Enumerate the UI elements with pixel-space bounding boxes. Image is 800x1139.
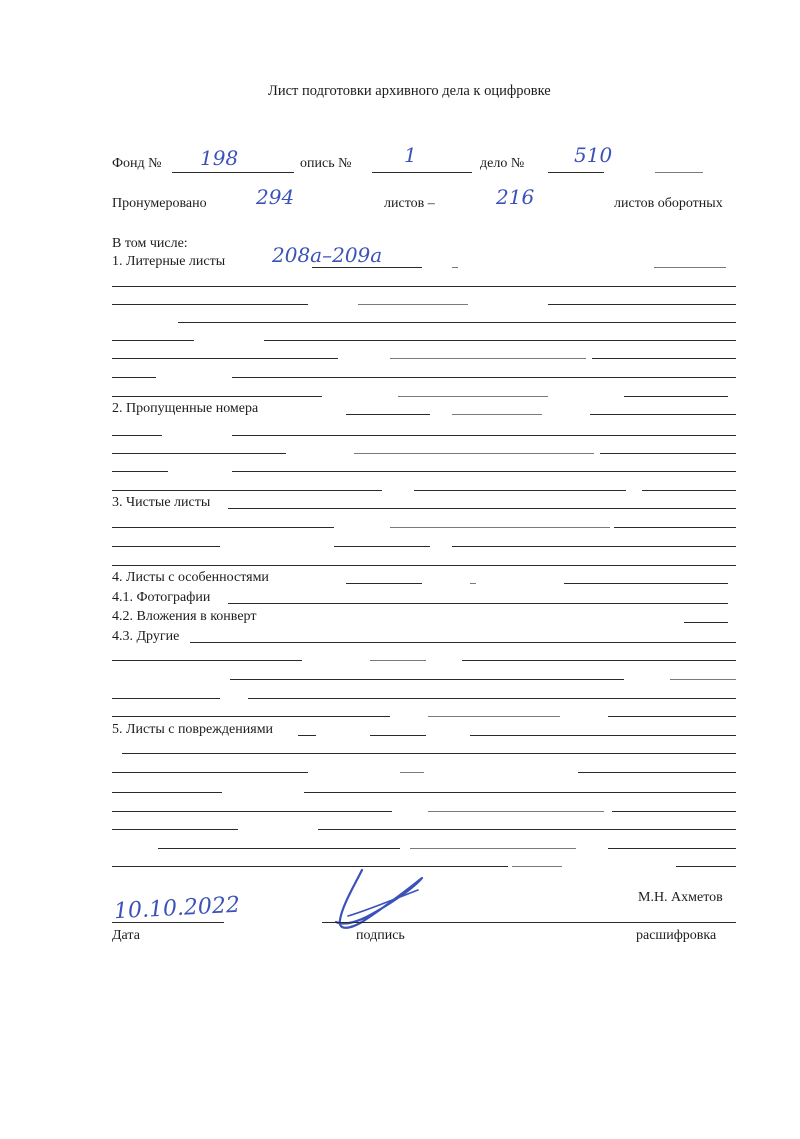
section-2-label: 2. Пропущенные номера — [112, 401, 259, 416]
form-line-4b — [264, 340, 736, 341]
reverse-sheets-label: листов оборотных — [614, 196, 723, 211]
form-line-2a — [112, 304, 308, 305]
form-line-28c — [612, 811, 736, 812]
form-line-6a — [112, 377, 156, 378]
section-1-underline — [312, 267, 422, 268]
form-line-7c — [624, 396, 728, 397]
form-line-s1-a — [452, 267, 458, 268]
form-line-4a — [112, 340, 194, 341]
opis-label: опись № — [300, 156, 352, 171]
including-label: В том числе: — [112, 236, 188, 251]
form-line-28b — [428, 811, 604, 812]
form-line-10a — [112, 453, 286, 454]
form-line-11b — [232, 471, 736, 472]
form-line-30c — [608, 848, 736, 849]
form-line-30a — [158, 848, 400, 849]
section-4-3-line — [190, 642, 736, 643]
form-line-1 — [112, 286, 736, 287]
section-2-line-a — [346, 414, 430, 415]
delo-label: дело № — [480, 156, 525, 171]
form-line-31b — [512, 866, 562, 867]
form-line-30b — [410, 848, 576, 849]
section-4-1-line — [228, 603, 728, 604]
form-line-s1-b — [654, 267, 726, 268]
section-1-value: 208а–209а — [272, 243, 383, 267]
form-line-5a — [112, 358, 338, 359]
section-1-label: 1. Литерные листы — [112, 254, 226, 269]
section-4-label: 4. Листы с особенностями — [112, 570, 269, 585]
form-line-14c — [614, 527, 736, 528]
form-line-22b — [248, 698, 736, 699]
date-label: Дата — [112, 928, 140, 943]
form-line-15c — [452, 546, 736, 547]
section-4-2-line — [684, 622, 728, 623]
sheets-label: листов – — [384, 196, 435, 211]
section-3-line — [228, 508, 736, 509]
section-5-label: 5. Листы с повреждениями — [112, 722, 274, 737]
date-value: 10.10.2022 — [113, 892, 241, 925]
form-line-2c — [548, 304, 736, 305]
section-4-line-b — [470, 583, 476, 584]
form-line-7a — [112, 396, 322, 397]
form-line-28a — [112, 811, 392, 812]
fond-underline — [172, 172, 294, 173]
section-3-label: 3. Чистые листы — [112, 495, 211, 510]
fond-value: 198 — [200, 146, 239, 170]
form-line-29a — [112, 829, 238, 830]
form-line-11a — [112, 471, 168, 472]
form-line-31a — [112, 866, 508, 867]
form-line-23a — [112, 716, 390, 717]
form-line-12b — [414, 490, 626, 491]
section-2-line-b — [452, 414, 542, 415]
section-4-1-label: 4.1. Фотографии — [112, 590, 211, 605]
form-line-26a — [112, 772, 308, 773]
decoding-value: М.Н. Ахметов — [638, 890, 723, 905]
form-line-5b — [390, 358, 586, 359]
delo-value: 510 — [574, 143, 613, 167]
form-line-20c — [462, 660, 736, 661]
form-line-20b — [370, 660, 426, 661]
section-5-line-b — [370, 735, 426, 736]
form-line-10b — [354, 453, 594, 454]
form-line-5c — [592, 358, 736, 359]
form-line-22a — [112, 698, 220, 699]
form-line-14a — [112, 527, 334, 528]
page-title: Лист подготовки архивного дела к оцифровке — [268, 83, 551, 99]
section-2-line-c — [590, 414, 736, 415]
form-line-27b — [304, 792, 736, 793]
form-line-15b — [334, 546, 430, 547]
header-trailing-line — [655, 172, 703, 173]
date-underline — [112, 922, 224, 923]
decoding-label: расшифровка — [636, 928, 717, 943]
form-line-7b — [398, 396, 548, 397]
section-4-2-label: 4.2. Вложения в конверт — [112, 609, 257, 624]
delo-underline — [548, 172, 604, 173]
form-line-15a — [112, 546, 220, 547]
section-5-line-c — [470, 735, 736, 736]
form-line-16 — [112, 565, 736, 566]
section-4-3-label: 4.3. Другие — [112, 629, 180, 644]
form-line-20a — [112, 660, 302, 661]
form-line-9a — [112, 435, 162, 436]
signature-underline — [322, 922, 736, 923]
section-4-line-a — [346, 583, 422, 584]
section-4-line-c — [564, 583, 728, 584]
form-line-31c — [676, 866, 736, 867]
sheets-value: 294 — [256, 185, 295, 209]
numbered-label: Пронумеровано — [112, 196, 207, 211]
form-line-10c — [600, 453, 736, 454]
form-line-26c — [578, 772, 736, 773]
form-line-9b — [232, 435, 736, 436]
opis-value: 1 — [404, 143, 417, 167]
form-line-23c — [608, 716, 736, 717]
form-line-12c — [642, 490, 736, 491]
form-line-21a — [230, 679, 624, 680]
form-line-6b — [232, 377, 736, 378]
form-line-27a — [112, 792, 222, 793]
form-line-12a — [112, 490, 382, 491]
opis-underline — [372, 172, 472, 173]
fond-label: Фонд № — [112, 156, 162, 171]
form-line-23b — [428, 716, 560, 717]
form-line-2b — [358, 304, 468, 305]
form-line-14b — [390, 527, 610, 528]
signature-label: подпись — [356, 928, 405, 943]
form-line-25 — [122, 753, 736, 754]
form-line-26b — [400, 772, 424, 773]
reverse-sheets-value: 216 — [496, 185, 535, 209]
section-5-line-a — [298, 735, 316, 736]
form-line-21b — [670, 679, 736, 680]
form-line-29b — [318, 829, 736, 830]
form-line-3 — [178, 322, 736, 323]
